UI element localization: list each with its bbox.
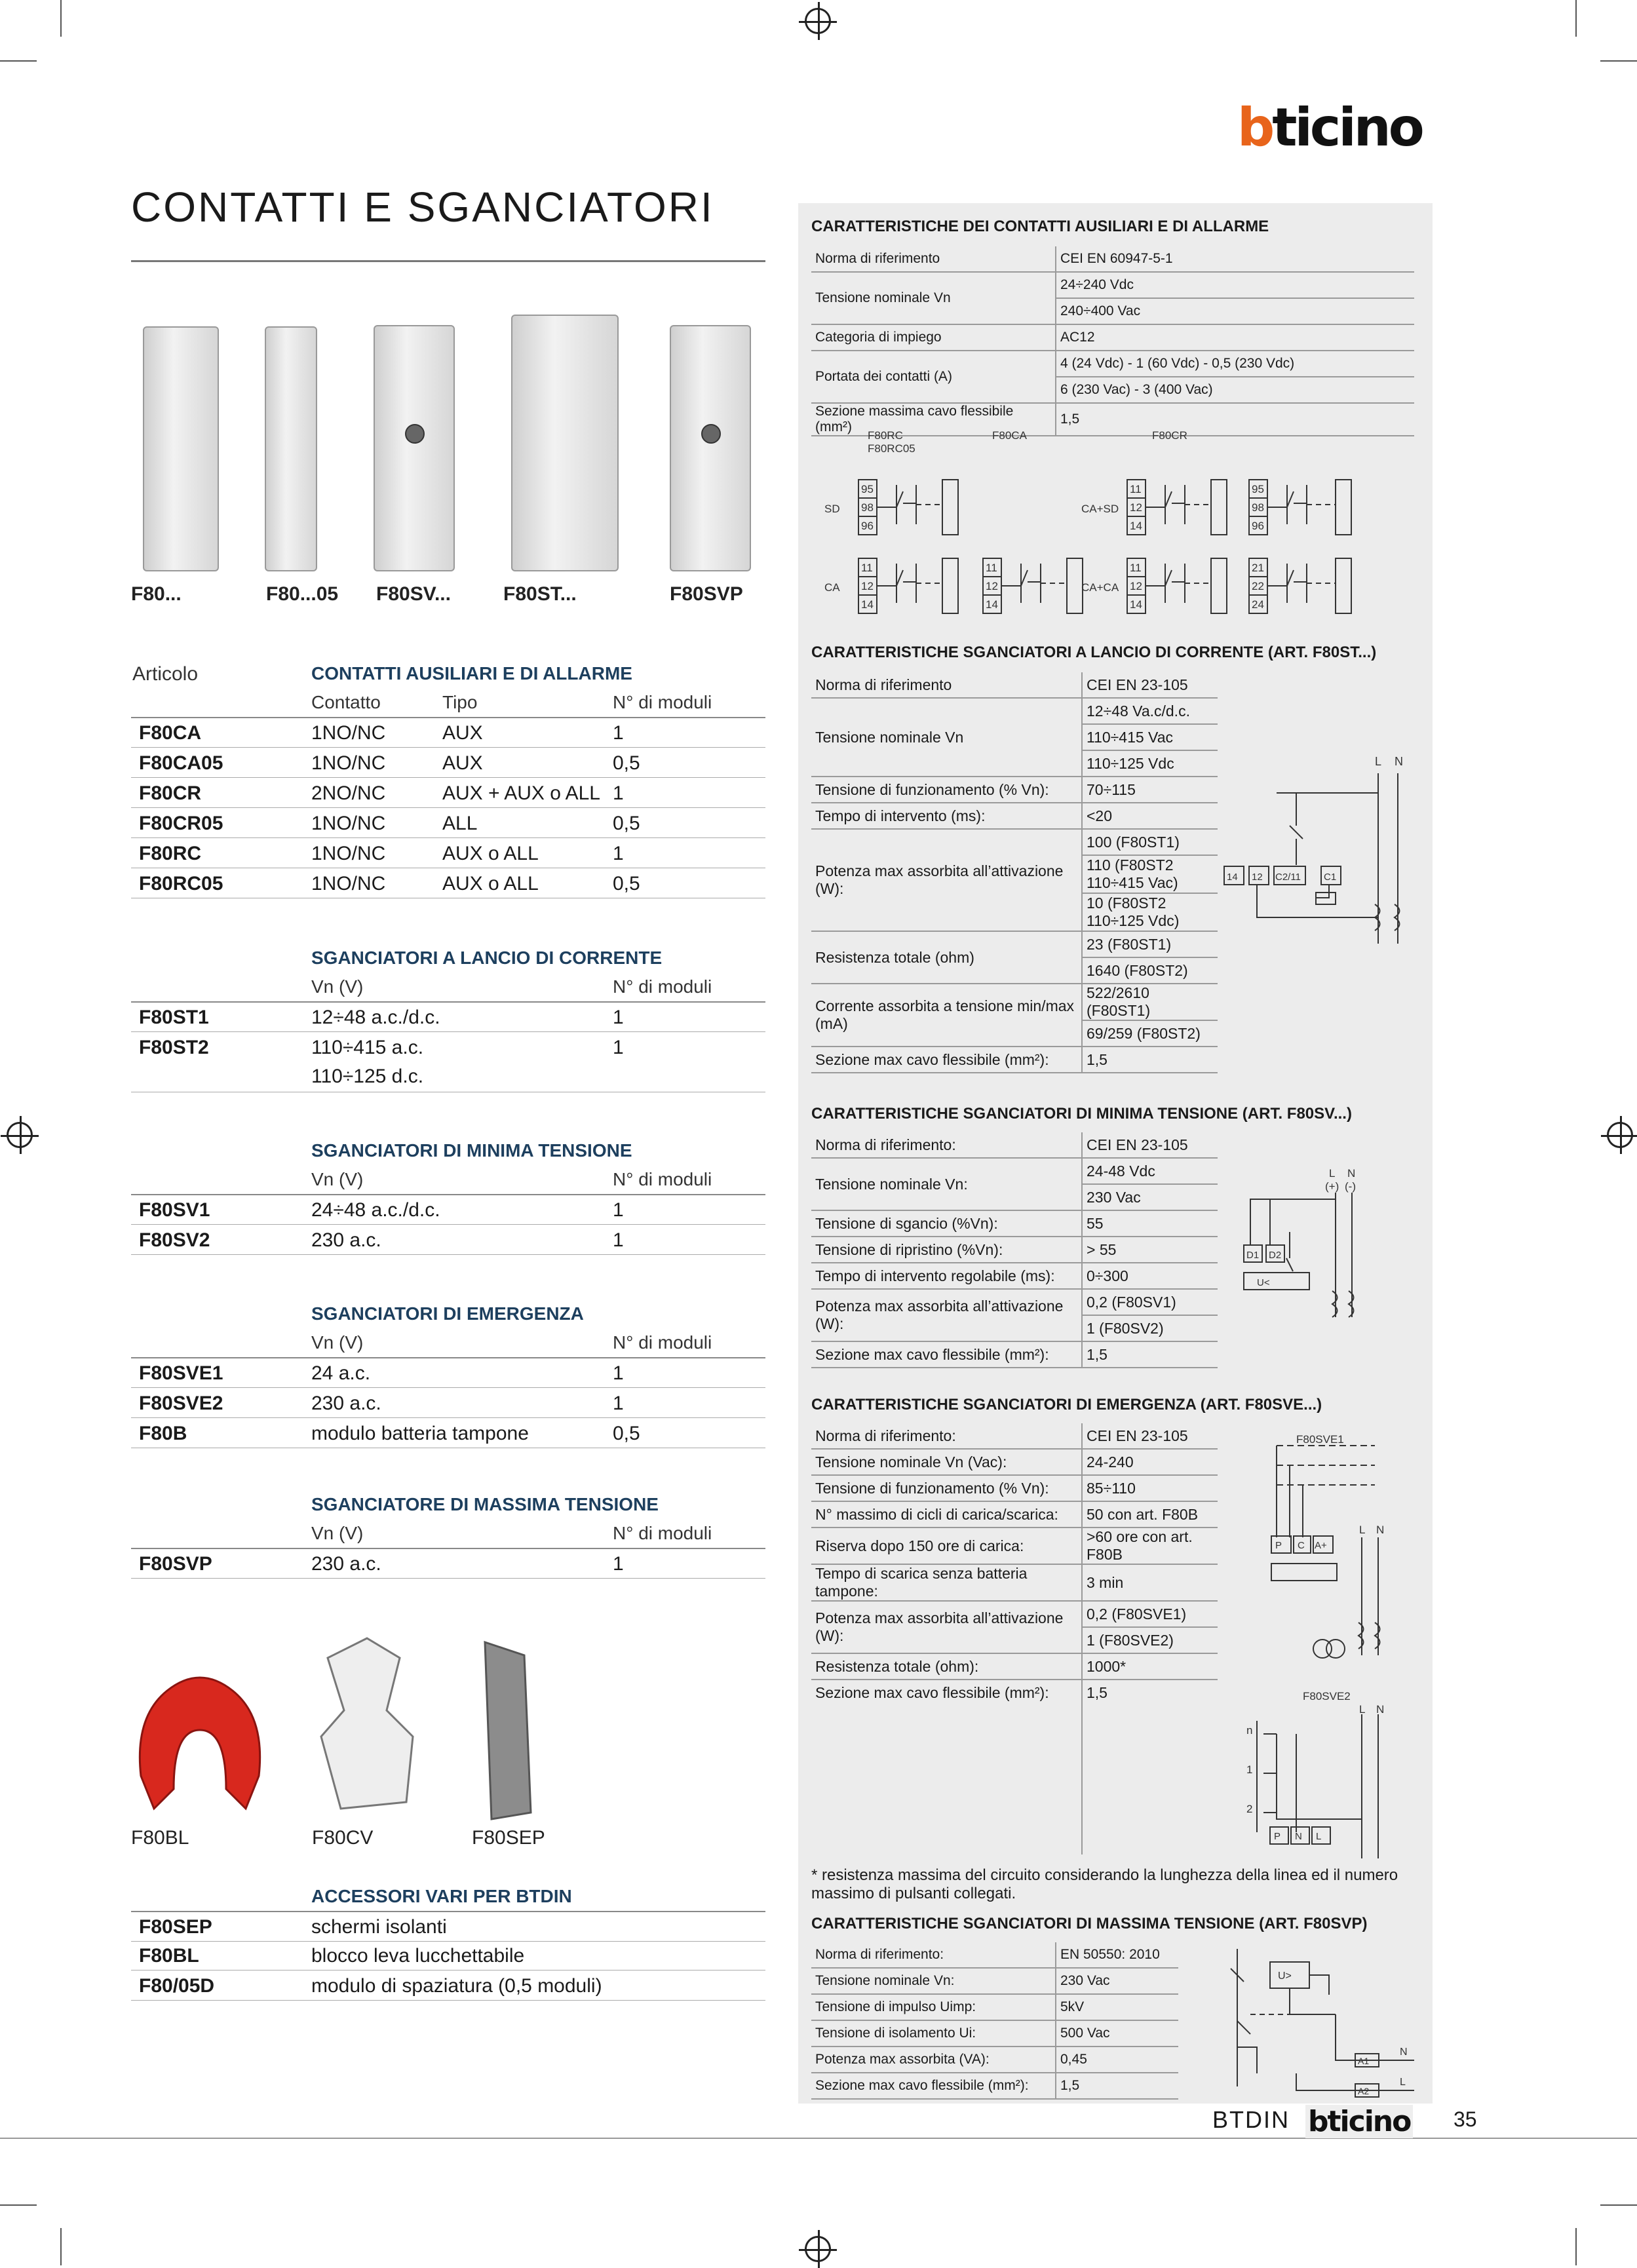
diag-label: U>	[1278, 1970, 1292, 1982]
header-vn: Vn (V)	[311, 976, 364, 997]
row-contatto: 1NO/NC	[311, 873, 386, 894]
diag-label: n	[1246, 1724, 1253, 1737]
panel-heading: CARATTERISTICHE DEI CONTATTI AUSILIARI E DI ALLARME	[811, 218, 1269, 235]
header-vn: Vn (V)	[311, 1523, 364, 1543]
product-label: F80...05	[266, 583, 339, 605]
spec-value: 50 con art. F80B	[1082, 1501, 1218, 1528]
section-heading: SGANCIATORI DI MINIMA TENSIONE	[311, 1140, 632, 1161]
massima-wiring-diagram	[1218, 1942, 1421, 2100]
spec-key: Potenza max assorbita all’attivazione (W):	[811, 1601, 1082, 1653]
terminal-label: 96	[1252, 520, 1264, 532]
spec-key: Sezione max cavo flessibile (mm²):	[811, 1680, 1082, 1855]
row-tipo: AUX	[442, 722, 483, 744]
table-row	[131, 1358, 765, 1388]
spec-value: 110 (F80ST2 110÷415 Vac)	[1082, 855, 1218, 893]
spec-value: 12÷48 Va.c/d.c.	[1082, 698, 1218, 724]
spec-value: CEI EN 23-105	[1082, 1423, 1218, 1449]
diag-label: CA+CA	[1081, 581, 1119, 594]
terminal-label: P	[1274, 1831, 1281, 1842]
header-moduli: N° di moduli	[613, 1169, 712, 1189]
section-heading: SGANCIATORI A LANCIO DI CORRENTE	[311, 948, 663, 968]
product-image-f80svp	[670, 325, 751, 571]
row-tipo: AUX o ALL	[442, 843, 539, 864]
row-moduli: 1	[613, 1037, 624, 1058]
row-contatto: 1NO/NC	[311, 752, 386, 774]
header-moduli: N° di moduli	[613, 976, 712, 997]
terminal-label: 14	[1130, 598, 1142, 611]
panel-heading: CARATTERISTICHE SGANCIATORI DI MASSIMA TENSIONE (ART. F80SVP)	[811, 1915, 1368, 1932]
terminal-label: 12	[986, 580, 998, 592]
terminal-label: U<	[1257, 1277, 1270, 1288]
table-row	[131, 718, 765, 748]
panel-heading: CARATTERISTICHE SGANCIATORI A LANCIO DI CORRENTE (ART. F80ST...)	[811, 644, 1377, 661]
spec-value: CEI EN 23-105	[1082, 672, 1218, 698]
terminal-label: L	[1316, 1831, 1322, 1842]
brand-logo: bticino	[1237, 97, 1422, 158]
accessory-label: F80BL	[131, 1827, 189, 1849]
spec-key: Categoria di impiego	[811, 324, 1056, 351]
row-code: F80RC	[139, 843, 202, 864]
table-row	[131, 869, 765, 898]
spec-key: Tempo di intervento regolabile (ms):	[811, 1263, 1082, 1289]
row-vn: 12÷48 a.c./d.c.	[311, 1007, 440, 1028]
row-moduli: 1	[613, 1199, 624, 1221]
spec-value: CEI EN 23-105	[1082, 1132, 1218, 1158]
diag-label: (-)	[1345, 1180, 1356, 1193]
row-tipo: AUX	[442, 752, 483, 774]
row-moduli: 1	[613, 1553, 624, 1575]
spec-value: 1,5	[1056, 2073, 1178, 2099]
terminal-label: 24	[1252, 598, 1264, 611]
spec-value: 1,5	[1082, 1047, 1218, 1073]
footer-logo: bticino	[1305, 2105, 1413, 2138]
spec-value: 0,45	[1056, 2047, 1178, 2073]
crop-mark	[1575, 0, 1577, 37]
spec-value: AC12	[1056, 324, 1414, 351]
row-contatto: 1NO/NC	[311, 843, 386, 864]
row-code: F80SV2	[139, 1229, 210, 1251]
table-header	[131, 1519, 765, 1549]
diag-label: F80SVE1	[1296, 1433, 1344, 1446]
row-moduli: 1	[613, 1393, 624, 1414]
spec-value: 1 (F80SVE2)	[1082, 1627, 1218, 1653]
spec-value: >60 ore con art. F80B	[1082, 1528, 1218, 1564]
lancio-table	[131, 944, 765, 1094]
spec-key: Tensione di ripristino (%Vn):	[811, 1237, 1082, 1263]
terminal-label: 12	[1130, 580, 1142, 592]
terminal-label: 14	[1227, 872, 1238, 883]
diag-label: F80CR	[1152, 429, 1187, 442]
minima-wiring-diagram	[1237, 1160, 1414, 1330]
spec-value: 3 min	[1082, 1564, 1218, 1601]
diag-label: L	[1375, 755, 1382, 768]
spec-value: 69/259 (F80ST2)	[1082, 1020, 1218, 1047]
massima-table	[131, 1490, 765, 1582]
spec-value: 0,2 (F80SV1)	[1082, 1289, 1218, 1315]
header-contatto: Contatto	[311, 692, 381, 712]
row-desc: blocco leva lucchettabile	[311, 1945, 525, 1967]
spec-key: Potenza max assorbita all’attivazione (W):	[811, 829, 1082, 931]
row-code: F80CA	[139, 722, 202, 744]
registration-mark	[805, 2236, 831, 2262]
registration-mark	[7, 1122, 33, 1148]
spec-key: Tensione nominale Vn	[811, 698, 1082, 777]
table-row	[131, 1419, 765, 1448]
spec-value: 0÷300	[1082, 1263, 1218, 1289]
spec-value: <20	[1082, 803, 1218, 829]
row-code: F80CR	[139, 782, 202, 804]
spec-value: EN 50550: 2010	[1056, 1942, 1178, 1968]
row-tipo: AUX + AUX o ALL	[442, 782, 600, 804]
row-moduli: 0,5	[613, 1423, 640, 1444]
spec-value: 24-240	[1082, 1449, 1218, 1475]
product-label: F80SV...	[376, 583, 451, 605]
contacts-wiring-diagram	[811, 426, 1421, 642]
terminal-label: 11	[1130, 562, 1142, 574]
terminal-label: 95	[861, 483, 874, 495]
terminal-label: 96	[861, 520, 874, 532]
terminal-label: C	[1298, 1540, 1305, 1551]
spec-key: Tensione nominale Vn:	[811, 1158, 1082, 1210]
terminal-label: 98	[861, 501, 874, 514]
spec-value: > 55	[1082, 1237, 1218, 1263]
spec-value: 1 (F80SV2)	[1082, 1315, 1218, 1341]
spec-value: 1,5	[1087, 1684, 1107, 1701]
spec-key: Norma di riferimento	[811, 672, 1082, 698]
spec-value: 0,2 (F80SVE1)	[1082, 1601, 1218, 1627]
diag-label: L	[1359, 1703, 1366, 1716]
row-vn: 230 a.c.	[311, 1393, 381, 1414]
table-row	[131, 1549, 765, 1579]
row-moduli: 1	[613, 1229, 624, 1251]
row-code: F80/05D	[139, 1975, 215, 1997]
header-moduli: N° di moduli	[613, 1332, 712, 1353]
row-code: F80SVE2	[139, 1393, 223, 1414]
spec-key: Potenza max assorbita all’attivazione (W):	[811, 1289, 1082, 1341]
terminal-label: D2	[1269, 1250, 1282, 1261]
row-code: F80ST1	[139, 1007, 209, 1028]
crop-mark	[0, 60, 37, 62]
page-number: 35	[1454, 2107, 1477, 2131]
product-image-f8005	[265, 326, 317, 571]
row-moduli: 0,5	[613, 873, 640, 894]
diag-label: CA	[824, 581, 840, 594]
spec-key: N° massimo di cicli di carica/scarica:	[811, 1501, 1082, 1528]
diag-label: N	[1395, 755, 1403, 768]
accessory-image-f80cv	[308, 1632, 426, 1822]
terminal-label: 22	[1252, 580, 1264, 592]
diag-label: 2	[1246, 1803, 1253, 1815]
spec-value: 230 Vac	[1082, 1184, 1218, 1210]
spec-value: 4 (24 Vdc) - 1 (60 Vdc) - 0,5 (230 Vdc)	[1056, 351, 1414, 377]
spec-value: 110÷415 Vac	[1082, 724, 1218, 750]
row-tipo: AUX o ALL	[442, 873, 539, 894]
terminal-label: A+	[1315, 1540, 1327, 1551]
spec-value: 100 (F80ST1)	[1082, 829, 1218, 855]
spec-key: Tensione di isolamento Ui:	[811, 2020, 1056, 2047]
spec-key: Tensione di sgancio (%Vn):	[811, 1210, 1082, 1237]
minima-table	[131, 1136, 765, 1261]
spec-key: Tensione di funzionamento (% Vn):	[811, 777, 1082, 803]
diag-label: (+)	[1325, 1180, 1339, 1193]
spec-value: 522/2610 (F80ST1)	[1082, 984, 1218, 1020]
table-header	[131, 1328, 765, 1358]
row-code: F80ST2	[139, 1037, 209, 1058]
diag-label: 1	[1246, 1763, 1253, 1776]
diag-label: L	[1359, 1524, 1366, 1536]
spec-key: Sezione max cavo flessibile (mm²):	[811, 1341, 1082, 1368]
row-vn: 110÷415 a.c.	[311, 1037, 424, 1058]
diag-label: L	[1329, 1167, 1336, 1180]
table-row	[131, 778, 765, 808]
header-moduli: N° di moduli	[613, 692, 712, 712]
spec-key: Norma di riferimento:	[811, 1132, 1082, 1158]
section-heading: SGANCIATORE DI MASSIMA TENSIONE	[311, 1494, 659, 1514]
row-vn: 24 a.c.	[311, 1362, 371, 1384]
table-row	[131, 1971, 765, 2001]
page-title: CONTATTI E SGANCIATORI	[131, 183, 714, 231]
row-code: F80SEP	[139, 1916, 212, 1938]
spec-key: Norma di riferimento:	[811, 1423, 1082, 1449]
knob-icon	[701, 424, 721, 444]
spec-key: Tensione nominale Vn:	[811, 1968, 1056, 1994]
spec-key: Tensione di impulso Uimp:	[811, 1994, 1056, 2020]
section-heading: CONTATTI AUSILIARI E DI ALLARME	[311, 663, 632, 683]
spec-value: CEI EN 60947-5-1	[1056, 246, 1414, 272]
spec-table-massima	[811, 1942, 1178, 2100]
spec-key: Norma di riferimento:	[811, 1942, 1056, 1968]
product-image-f80	[143, 326, 219, 571]
product-image-f80st	[511, 315, 619, 571]
row-moduli: 1	[613, 722, 624, 744]
diag-label: CA+SD	[1081, 503, 1119, 515]
row-vn: 230 a.c.	[311, 1229, 381, 1251]
terminal-label: 14	[986, 598, 998, 611]
accessory-label: F80SEP	[472, 1827, 545, 1849]
diag-label: F80RC05	[868, 442, 915, 455]
row-code: F80BL	[139, 1945, 199, 1967]
accessory-image-f80bl	[128, 1658, 272, 1815]
spec-table-contatti	[811, 246, 1414, 436]
table-header	[131, 1165, 765, 1195]
product-label: F80SVP	[670, 583, 743, 605]
crop-mark	[0, 2204, 37, 2206]
registration-mark	[1607, 1122, 1633, 1148]
terminal-label: C1	[1324, 872, 1337, 883]
crop-mark	[60, 0, 62, 37]
spec-value: 1,5	[1082, 1341, 1218, 1368]
spec-value: 24÷240 Vdc	[1056, 272, 1414, 298]
terminal-label: P	[1275, 1540, 1282, 1551]
crop-mark	[1600, 2204, 1637, 2206]
diag-label: F80RC	[868, 429, 903, 442]
footnote: * resistenza massima del circuito considerando la lunghezza della linea ed il numero massimo di pulsanti collegati.	[811, 1866, 1398, 1902]
row-vn: 24÷48 a.c./d.c.	[311, 1199, 440, 1221]
spec-value: 70÷115	[1082, 777, 1218, 803]
row-tipo: ALL	[442, 813, 478, 834]
row-code: F80SVP	[139, 1553, 212, 1575]
spec-key: Riserva dopo 150 ore di carica:	[811, 1528, 1082, 1564]
row-code: F80CR05	[139, 813, 223, 834]
terminal-label: 14	[861, 598, 874, 611]
terminal-label: 12	[1130, 501, 1142, 514]
diag-label: N	[1376, 1524, 1385, 1536]
spec-key: Tensione nominale Vn	[811, 272, 1056, 324]
diag-label: SD	[824, 503, 840, 515]
table-header	[131, 688, 765, 718]
terminal-label: D1	[1246, 1250, 1260, 1261]
spec-value: 6 (230 Vac) - 3 (400 Vac)	[1056, 377, 1414, 403]
row-desc: schermi isolanti	[311, 1916, 447, 1938]
table-row	[131, 748, 765, 778]
row-moduli: 0,5	[613, 813, 640, 834]
spec-value: 240÷400 Vac	[1056, 298, 1414, 324]
spec-value: 23 (F80ST1)	[1082, 931, 1218, 957]
spec-value: 55	[1082, 1210, 1218, 1237]
spec-value: 1640 (F80ST2)	[1082, 957, 1218, 984]
terminal-label: 11	[1130, 483, 1142, 495]
header-tipo: Tipo	[442, 692, 478, 712]
spec-key: Corrente assorbita a tensione min/max (mA)	[811, 984, 1082, 1047]
characteristics-panel	[798, 203, 1433, 2104]
row-code: F80SVE1	[139, 1362, 223, 1384]
terminal-label: A1	[1358, 2056, 1370, 2066]
row-moduli: 0,5	[613, 752, 640, 774]
row-code: F80RC05	[139, 873, 223, 894]
spec-value: 230 Vac	[1056, 1968, 1178, 1994]
header-vn: Vn (V)	[311, 1332, 364, 1353]
terminal-label: N	[1295, 1831, 1302, 1842]
accessori-table	[131, 1882, 765, 2007]
table-row	[131, 1941, 765, 1970]
table-row	[131, 839, 765, 868]
row-contatto: 1NO/NC	[311, 722, 386, 744]
table-row	[131, 809, 765, 838]
spec-key: Tensione di funzionamento (% Vn):	[811, 1475, 1082, 1501]
diag-label: L	[1400, 2077, 1406, 2088]
emergenza-table	[131, 1299, 765, 1457]
spec-key: Tempo di scarica senza batteria tampone:	[811, 1564, 1082, 1601]
spec-value: 1000*	[1082, 1653, 1218, 1680]
accessory-image-f80sep	[472, 1636, 544, 1826]
crop-mark	[1600, 60, 1637, 62]
spec-value: 10 (F80ST2 110÷125 Vdc)	[1082, 893, 1218, 931]
title-rule	[131, 260, 765, 262]
knob-icon	[405, 424, 425, 444]
row-moduli: 1	[613, 782, 624, 804]
table-header	[131, 972, 765, 1003]
table-row	[131, 1911, 765, 1942]
spec-value: 5kV	[1056, 1994, 1178, 2020]
section-heading: ACCESSORI VARI PER BTDIN	[311, 1886, 572, 1906]
spec-key: Resistenza totale (ohm)	[811, 931, 1082, 984]
terminal-label: 12	[861, 580, 874, 592]
row-code: F80SV1	[139, 1199, 210, 1221]
spec-table-lancio	[811, 672, 1218, 1073]
diag-label: F80CA	[992, 429, 1027, 442]
spec-value: 500 Vac	[1056, 2020, 1178, 2047]
row-vn2: 110÷125 d.c.	[311, 1066, 424, 1087]
panel-heading: CARATTERISTICHE SGANCIATORI DI MINIMA TENSIONE (ART. F80SV...)	[811, 1105, 1352, 1123]
spec-key: Tempo di intervento (ms):	[811, 803, 1082, 829]
row-moduli: 1	[613, 1007, 624, 1028]
terminal-label: 21	[1252, 562, 1264, 574]
spec-key: Potenza max assorbita (VA):	[811, 2047, 1056, 2073]
crop-mark	[60, 2228, 62, 2265]
panel-heading: CARATTERISTICHE SGANCIATORI DI EMERGENZA (ART. F80SVE...)	[811, 1396, 1322, 1413]
col-articolo: Articolo	[132, 663, 199, 685]
table-row	[131, 1195, 765, 1225]
lancio-wiring-diagram	[1218, 747, 1427, 963]
terminal-label: 14	[1130, 520, 1142, 532]
diag-label: N	[1347, 1167, 1356, 1180]
terminal-label: 11	[861, 562, 873, 574]
diag-label: N	[1376, 1703, 1385, 1716]
row-contatto: 2NO/NC	[311, 782, 386, 804]
terminal-label: 11	[986, 562, 997, 574]
table-row	[131, 1003, 765, 1032]
spec-key: Sezione max cavo flessibile (mm²):	[811, 1047, 1082, 1073]
diag-label: N	[1400, 2047, 1408, 2058]
row-moduli: 1	[613, 843, 624, 864]
spec-key: Sezione max cavo flessibile (mm²):	[811, 2073, 1056, 2099]
spec-value: 110÷125 Vdc	[1082, 750, 1218, 777]
crop-mark	[1575, 2228, 1577, 2265]
product-label: F80...	[131, 583, 182, 605]
spec-key: Tensione nominale Vn (Vac):	[811, 1449, 1082, 1475]
spec-value: 24-48 Vdc	[1082, 1158, 1218, 1184]
row-contatto: 1NO/NC	[311, 813, 386, 834]
spec-key: Portata dei contatti (A)	[811, 351, 1056, 403]
spec-value: 1,5	[1056, 403, 1414, 436]
registration-mark	[805, 8, 831, 34]
accessory-label: F80CV	[312, 1827, 374, 1849]
row-vn: 230 a.c.	[311, 1553, 381, 1575]
product-label: F80ST...	[503, 583, 577, 605]
terminal-label: 98	[1252, 501, 1264, 514]
spec-table-minima	[811, 1132, 1218, 1368]
terminal-label: 95	[1252, 483, 1264, 495]
spec-value: 85÷110	[1082, 1475, 1218, 1501]
table-row	[131, 1033, 765, 1092]
spec-table-emergenza	[811, 1423, 1218, 1855]
footer-section: BTDIN	[1212, 2106, 1290, 2133]
product-image-f80sv	[374, 325, 455, 571]
terminal-label: A2	[1358, 2086, 1370, 2096]
row-code: F80B	[139, 1423, 187, 1444]
table-row	[131, 1389, 765, 1418]
header-vn: Vn (V)	[311, 1169, 364, 1189]
contatti-table	[131, 659, 765, 908]
spec-key: Resistenza totale (ohm):	[811, 1653, 1082, 1680]
row-moduli: 1	[613, 1362, 624, 1384]
row-desc: modulo di spaziatura (0,5 moduli)	[311, 1975, 602, 1997]
diag-label: F80SVE2	[1303, 1690, 1351, 1702]
spec-key: Sezione massima cavo flessibile (mm²)	[811, 403, 1056, 436]
terminal-label: C2/11	[1275, 872, 1301, 883]
terminal-label: 12	[1252, 872, 1263, 883]
header-moduli: N° di moduli	[613, 1523, 712, 1543]
spec-key: Norma di riferimento	[811, 246, 1056, 272]
row-vn: modulo batteria tampone	[311, 1423, 529, 1444]
section-heading: SGANCIATORI DI EMERGENZA	[311, 1303, 584, 1324]
row-code: F80CA05	[139, 752, 223, 774]
emergenza-wiring-diagram	[1237, 1426, 1421, 1858]
table-row	[131, 1225, 765, 1255]
